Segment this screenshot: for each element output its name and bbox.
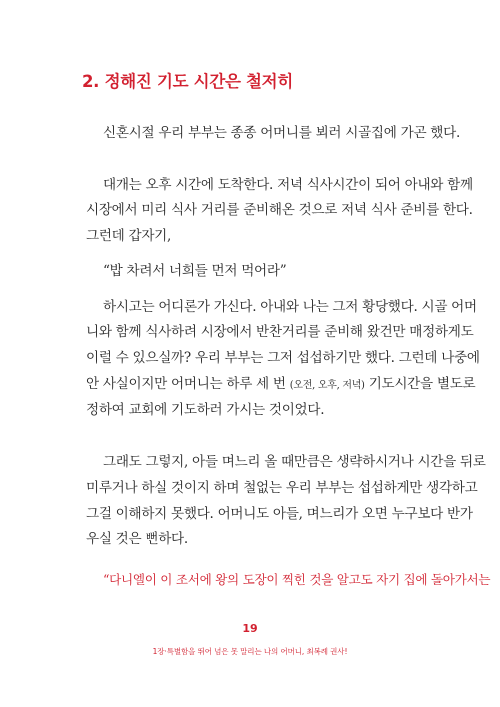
paragraph-3-line-1: 하시고는 어디론가 가신다. 아내와 나는 그저 황당했다. 시골 어머 [103, 299, 477, 315]
paragraph-3-line-2: 니와 함께 식사하려 시장에서 반찬거리를 준비해 왔건만 매정하게도 [86, 324, 474, 340]
paragraph-3-line-4 [86, 375, 476, 395]
paragraph-3-line-4-text-a: 안 사실이지만 어머니는 하루 세 번 [86, 376, 286, 392]
running-footer-title: 1장·특별함을 뛰어 넘은 못 말리는 나의 어머니, 최복례 권사! [152, 647, 348, 656]
paragraph-3-line-5: 정하여 교회에 기도하러 가시는 것이었다. [86, 402, 325, 418]
paragraph-4-line-3: 그걸 이해하지 못했다. 어머니도 아들, 며느리가 오면 누구보다 반가 [86, 506, 473, 522]
prayer-times-note: (오전, 오후, 저녁) [289, 380, 365, 391]
paragraph-4-line-1: 그래도 그렇지, 아들 며느리 올 때만큼은 생략하시거나 시간을 뒤로 [103, 454, 486, 470]
paragraph-4-line-2: 미루거나 하실 것이지 하며 철없는 우리 부부는 섭섭하게만 생각하고 [86, 480, 478, 496]
paragraph-3-line-4-text-b: 기도시간을 별도로 [364, 376, 476, 392]
scripture-quote: “다니엘이 이 조서에 왕의 도장이 찍힌 것을 알고도 자기 집에 돌아가서는 [103, 572, 491, 587]
paragraph-2-line-2: 시장에서 미리 식사 거리를 준비해온 것으로 저녁 식사 준비를 한다. [86, 202, 473, 218]
quote-dialogue: “밥 차려서 너희들 먼저 먹어라” [103, 263, 287, 279]
paragraph-2-line-3: 그런데 갑자기, [86, 228, 172, 244]
paragraph-3-line-3: 이럴 수 있으실까? 우리 부부는 그저 섭섭하기만 했다. 그런데 나중에 [86, 350, 480, 366]
page-number: 19 [242, 622, 258, 635]
section-heading: 2. 정해진 기도 시간은 철저히 [82, 72, 293, 91]
paragraph-2-line-1: 대개는 오후 시간에 도착한다. 저녁 식사시간이 되어 아내와 함께 [103, 177, 473, 193]
paragraph-1-line-1: 신혼시절 우리 부부는 종종 어머니를 뵈러 시골집에 가곤 했다. [103, 125, 460, 141]
paragraph-4-line-4: 우실 것은 뻔하다. [86, 531, 188, 547]
